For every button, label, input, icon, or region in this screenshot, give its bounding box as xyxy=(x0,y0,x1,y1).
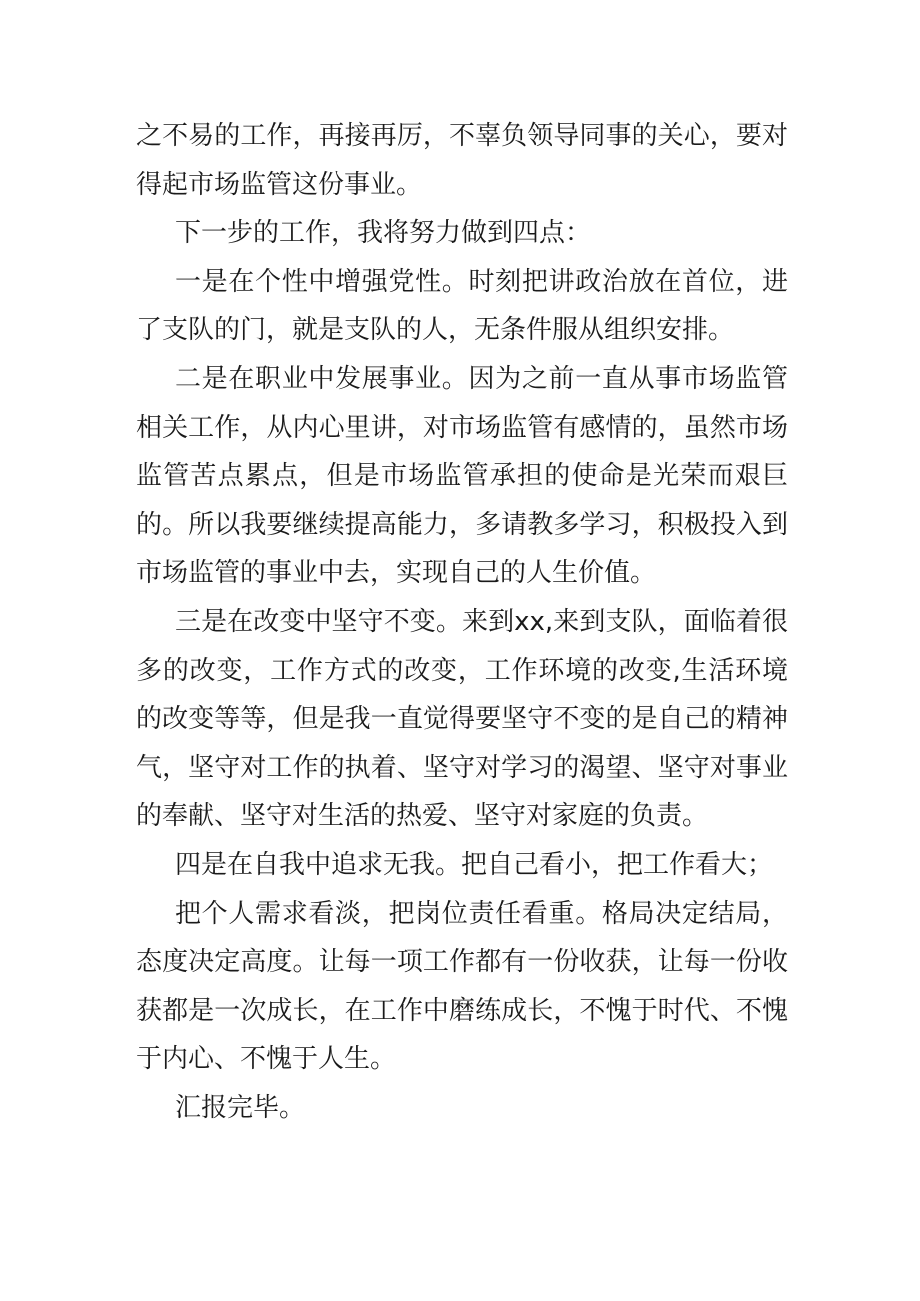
paragraph-point-one: 一是在个性中增强党性。时刻把讲政治放在首位，进了支队的门，就是支队的人，无条件服从组织安排。 xyxy=(136,266,788,346)
paragraph-closing: 汇报完毕。 xyxy=(175,1092,306,1123)
paragraph-point-two: 二是在职业中发展事业。因为之前一直从事市场监管相关工作，从内心里讲，对市场监管有感情的，虽然市场监管苦点累点，但是市场监管承担的使命是光荣而艰巨的。所以我要继续提高能力，多请教多学习，积极投入到市场监管的事业中去，实现自己的人生价值。 xyxy=(136,363,788,589)
paragraph-point-three: 三是在改变中坚守不变。来到xx,来到支队，面临着很多的改变，工作方式的改变，工作环境的改变,生活环境的改变等等，但是我一直觉得要坚守不变的是自己的精神气，坚守对工作的执着、坚守对学习的渴望、坚守对事业的奉献、坚守对生活的热爱、坚守对家庭的负责。 xyxy=(136,606,788,832)
paragraph-continuation: 之不易的工作，再接再厉，不辜负领导同事的关心，要对得起市场监管这份事业。 xyxy=(136,121,788,200)
paragraph-point-four: 四是在自我中追求无我。把自己看小，把工作看大； xyxy=(175,849,774,880)
paragraph-point-four-continued: 把个人需求看淡，把岗位责任看重。格局决定结局，态度决定高度。让每一项工作都有一份收获，让每一份收获都是一次成长，在工作中磨练成长，不愧于时代、不愧于内心、不愧于人生。 xyxy=(136,898,788,1075)
document-body xyxy=(136,112,788,1132)
paragraph-next-steps-intro: 下一步的工作，我将努力做到四点： xyxy=(175,218,592,249)
